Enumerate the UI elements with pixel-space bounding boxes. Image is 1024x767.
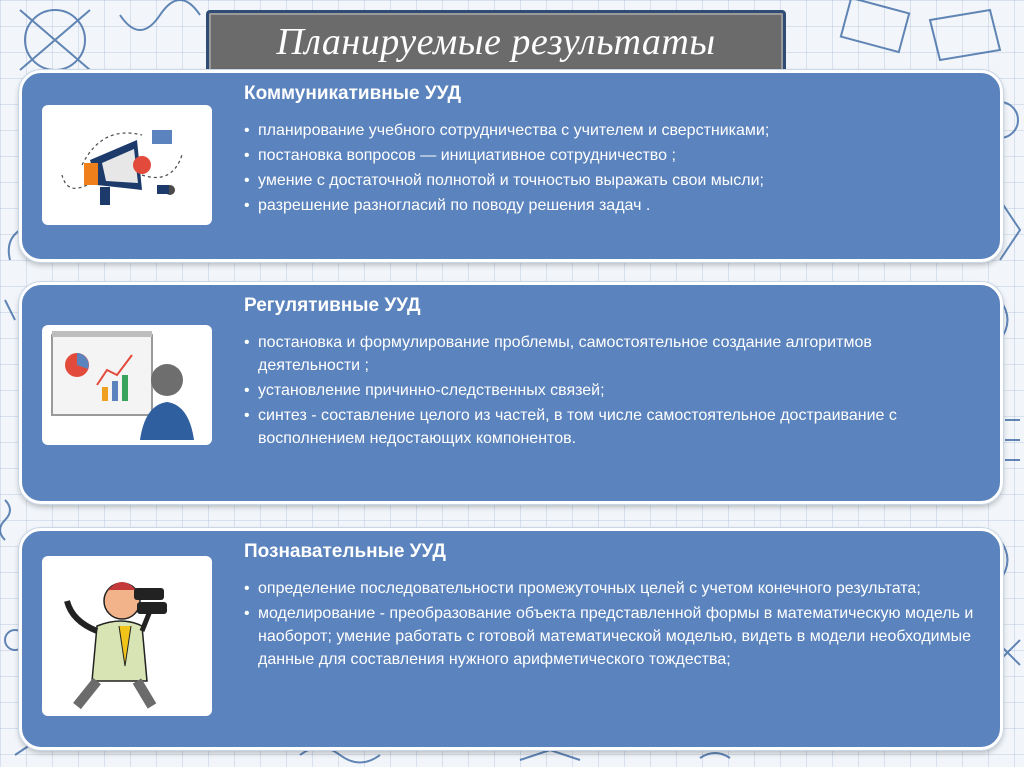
- card-cognitive: [19, 528, 1003, 750]
- presentation-board-icon: [42, 325, 212, 445]
- card-title: Регулятивные УУД: [244, 295, 421, 316]
- list-item: • постановка и формулирование проблемы, самостоятельное создание алгоритмов деятельности ;: [244, 331, 978, 377]
- list-item: • постановка вопросов — инициативное сотрудничество ;: [244, 144, 978, 167]
- bullet-list: [244, 577, 978, 671]
- card-regulatory: [19, 282, 1003, 504]
- list-item: • умение с достаточной полнотой и точностью выражать свои мысли;: [244, 169, 978, 192]
- list-item: • синтез - составление целого из частей, в том числе самостоятельное достраивание с восполнением недостающих компонентов.: [244, 404, 978, 450]
- title-banner: [206, 10, 786, 74]
- card-communicative: [19, 70, 1003, 262]
- binoculars-man-icon: [42, 556, 212, 716]
- list-item: • планирование учебного сотрудничества с учителем и сверстниками;: [244, 119, 978, 142]
- list-item: • определение последовательности промежуточных целей с учетом конечного результата;: [244, 577, 978, 600]
- list-item: • разрешение разногласий по поводу решения задач .: [244, 194, 978, 217]
- megaphone-icon: [42, 105, 212, 225]
- list-item: • моделирование - преобразование объекта представленной формы в математическую модель и наоборот; умение работать с готовой математической моделью, видеть в модели необходимые данные для составления нужного арифметического тождества;: [244, 602, 978, 671]
- card-title: Познавательные УУД: [244, 541, 446, 562]
- card-title: Коммуникативные УУД: [244, 83, 462, 104]
- page-title: Планируемые результаты: [276, 21, 716, 63]
- bullet-list: [244, 331, 978, 450]
- bullet-list: [244, 119, 978, 217]
- list-item: • установление причинно-следственных связей;: [244, 379, 978, 402]
